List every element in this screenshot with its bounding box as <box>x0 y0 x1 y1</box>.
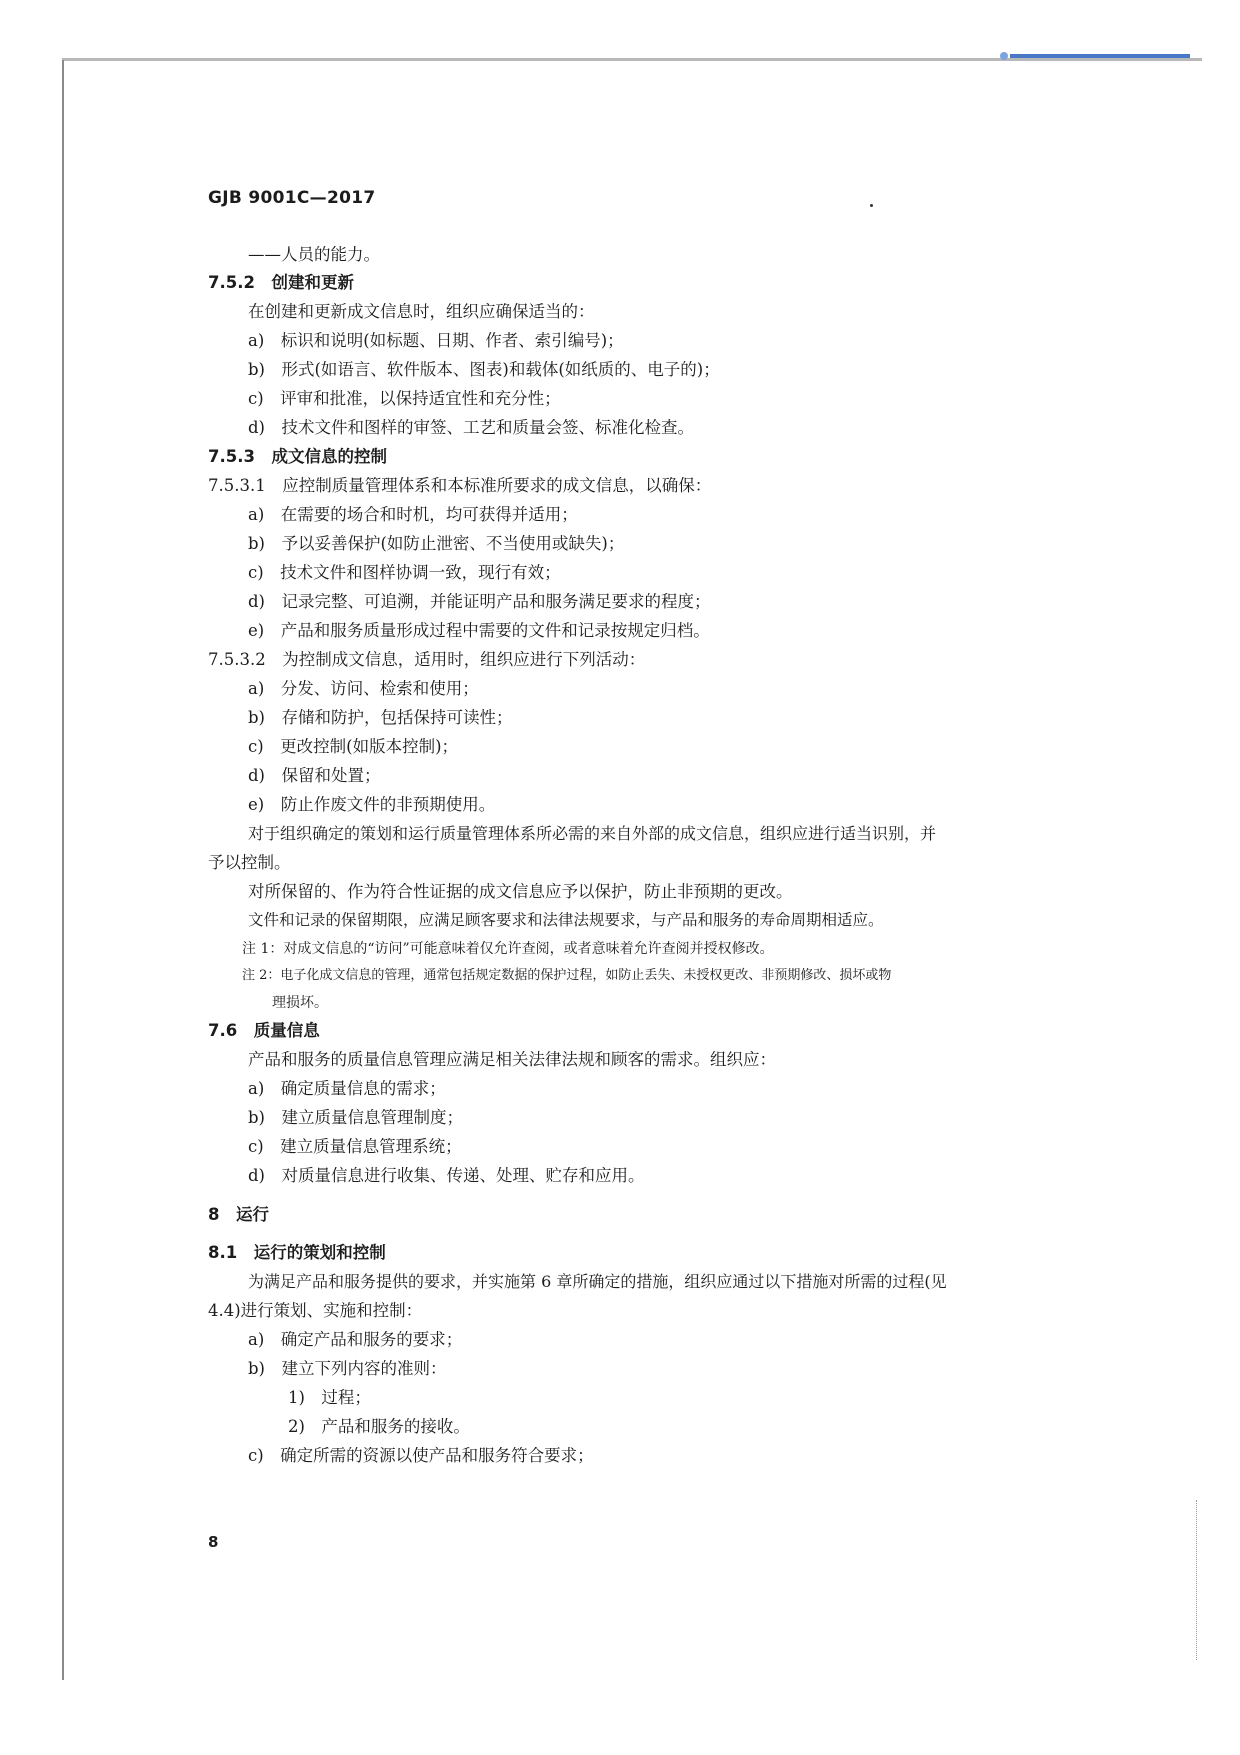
list-item: c) 评审和批准，以保持适宜性和充分性； <box>248 389 561 408</box>
sub-list-item: 2) 产品和服务的接收。 <box>288 1417 470 1436</box>
list-item: d) 对质量信息进行收集、传递、处理、贮存和应用。 <box>248 1166 645 1185</box>
list-item: b) 形式(如语言、软件版本、图表)和载体(如纸质的、电子的)； <box>248 360 720 379</box>
list-item: a) 在需要的场合和时机，均可获得并适用； <box>248 505 578 524</box>
text-line: 4.4)进行策划、实施和控制： <box>208 1301 423 1320</box>
list-item: b) 建立下列内容的准则： <box>248 1359 447 1378</box>
text-line: 产品和服务的质量信息管理应满足相关法律法规和顾客的需求。组织应： <box>248 1050 776 1069</box>
section-heading: 7.6 质量信息 <box>208 1021 320 1040</box>
document-id: GJB 9001C—2017 <box>208 188 376 208</box>
list-item: a) 确定产品和服务的要求； <box>248 1330 463 1349</box>
text-line: 7.5.3.1 应控制质量管理体系和本标准所要求的成文信息，以确保： <box>208 476 712 495</box>
text-line: 予以控制。 <box>208 853 291 872</box>
list-item: c) 确定所需的资源以使产品和服务符合要求； <box>248 1446 594 1465</box>
list-item: d) 记录完整、可追溯，并能证明产品和服务满足要求的程度； <box>248 592 711 611</box>
note-line: 注 2：电子化成文信息的管理，通常包括规定数据的保护过程，如防止丢失、未授权更改、非预期修改、损坏或物 <box>242 968 892 983</box>
page-number: 8 <box>208 1533 219 1551</box>
list-item: a) 分发、访问、检索和使用； <box>248 679 479 698</box>
text-line: 对于组织确定的策划和运行质量管理体系所必需的来自外部的成文信息，组织应进行适当识别，并 <box>248 824 937 843</box>
list-item: b) 建立质量信息管理制度； <box>248 1108 463 1127</box>
list-item: c) 建立质量信息管理系统； <box>248 1137 462 1156</box>
text-line: 在创建和更新成文信息时，组织应确保适当的： <box>248 302 595 321</box>
text-line: 文件和记录的保留期限，应满足顾客要求和法律法规要求，与产品和服务的寿命周期相适应。 <box>248 911 884 929</box>
section-heading: 7.5.3 成文信息的控制 <box>208 447 387 466</box>
section-heading: 8.1 运行的策划和控制 <box>208 1243 386 1262</box>
list-item: c) 更改控制(如版本控制)； <box>248 737 459 756</box>
list-item: b) 予以妥善保护(如防止泄密、不当使用或缺失)； <box>248 534 625 553</box>
list-item: e) 防止作废文件的非预期使用。 <box>248 795 496 814</box>
text-line: 为满足产品和服务提供的要求，并实施第 6 章所确定的措施，组织应通过以下措施对所需的过程(见 <box>248 1272 947 1291</box>
list-item: a) 确定质量信息的需求； <box>248 1079 446 1098</box>
list-item: c) 技术文件和图样协调一致，现行有效； <box>248 563 561 582</box>
list-item: b) 存储和防护，包括保持可读性； <box>248 708 513 727</box>
list-item: d) 保留和处置； <box>248 766 381 785</box>
text-line: ——人员的能力。 <box>248 245 380 264</box>
section-heading: 7.5.2 创建和更新 <box>208 273 354 292</box>
note-line: 注 1：对成文信息的“访问”可能意味着仅允许查阅，或者意味着允许查阅并授权修改。 <box>242 941 774 957</box>
list-item: e) 产品和服务质量形成过程中需要的文件和记录按规定归档。 <box>248 621 710 640</box>
chapter-heading: 8 运行 <box>208 1205 269 1224</box>
text-line: 对所保留的、作为符合性证据的成文信息应予以保护，防止非预期的更改。 <box>248 882 793 901</box>
note-line: 理损坏。 <box>272 995 328 1011</box>
text-line: 7.5.3.2 为控制成文信息，适用时，组织应进行下列活动： <box>208 650 646 669</box>
sub-list-item: 1) 过程； <box>288 1388 371 1407</box>
list-item: d) 技术文件和图样的审签、工艺和质量会签、标准化检查。 <box>248 418 694 437</box>
list-item: a) 标识和说明(如标题、日期、作者、索引编号)； <box>248 331 624 350</box>
